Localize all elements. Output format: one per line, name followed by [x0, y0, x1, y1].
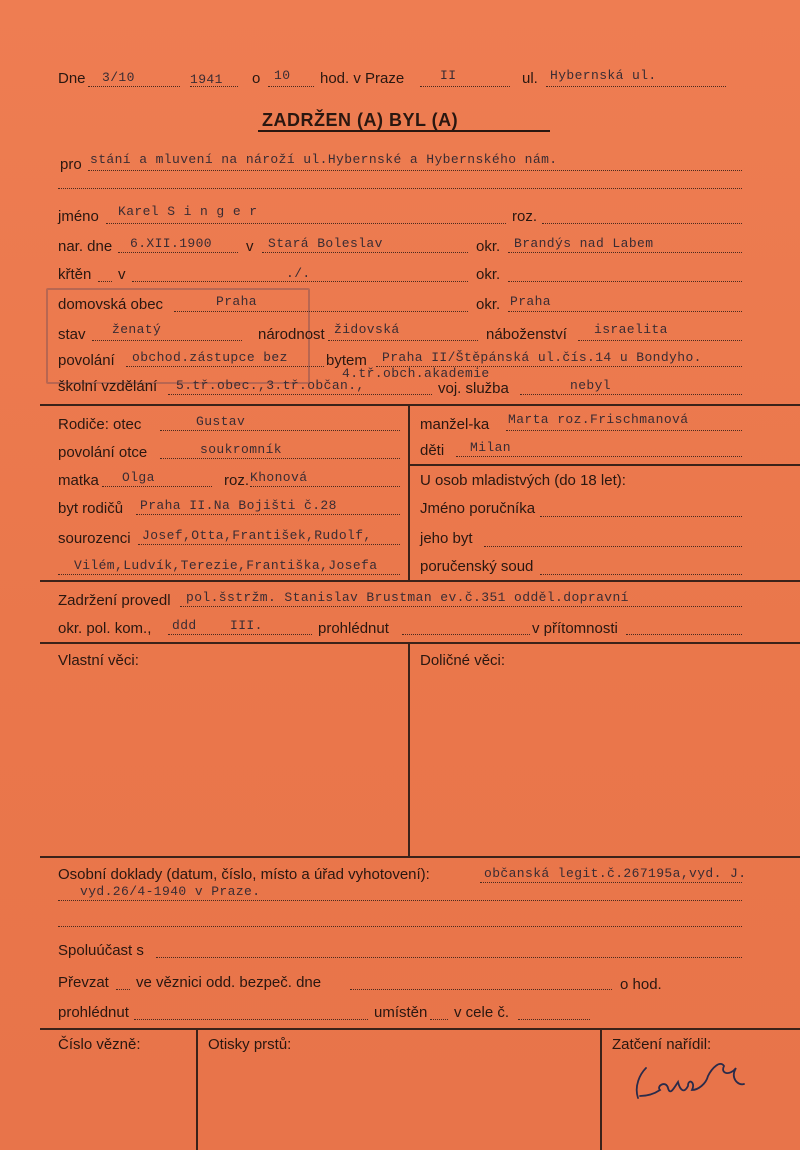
kresten-okr-line [508, 281, 742, 282]
reason-value: stání a mluvení na nároží ul.Hybernské a Hybernského nám. [90, 152, 558, 167]
soud-label: poručenský soud [420, 558, 534, 575]
footer-prohlednut-label: prohlédnut [58, 1004, 129, 1021]
stav-value: ženatý [112, 322, 162, 337]
district-value: II [440, 68, 457, 83]
manzel-line [506, 430, 742, 431]
domovska-okr-label: okr. [476, 296, 501, 313]
documents-line-3 [58, 926, 742, 927]
nabozenstvi-label: náboženství [486, 326, 567, 343]
o-hod-label: o hod. [620, 976, 662, 993]
pritomnosti-line [626, 634, 742, 635]
documents-label: Osobní doklady (datum, číslo, místo a úřad vyhotovení): [58, 866, 430, 883]
nar-label: nar. dne [58, 238, 113, 255]
nabozenstvi-value: israelita [594, 322, 668, 337]
name-value: Karel S i n g e r [118, 204, 258, 219]
nabozenstvi-line [578, 340, 742, 341]
street-value: Hybernská ul. [550, 68, 657, 83]
footer-prohlednut-line [134, 1019, 368, 1020]
bytem-value: Praha II/Štěpánská ul.čís.14 u Bondyho. [382, 350, 702, 365]
signature-mark [626, 1046, 750, 1110]
narodnost-label: národnost [258, 326, 325, 343]
povolani-otce-value: soukromník [200, 442, 283, 457]
hour-value: 10 [274, 68, 291, 83]
byt-value: Praha II.Na Bojišti č.28 [140, 498, 337, 513]
district-line [420, 86, 510, 87]
kom-label: okr. pol. kom., [58, 620, 152, 637]
dolicne-veci-label: Doličné věci: [420, 652, 506, 669]
sourozenci-value: Josef,Otta,František,Rudolf, [142, 528, 372, 543]
otec-value: Gustav [196, 414, 246, 429]
narodnost-value: židovská [334, 322, 400, 337]
sourozenci-value-2: Vilém,Ludvík,Terezie,Františka,Josefa [74, 558, 378, 573]
youth-heading: U osob mladistvých (do 18 let): [420, 472, 626, 489]
section-divider-items [40, 642, 800, 644]
povolani-value: obchod.zástupce bez [132, 350, 288, 365]
bytem-label: bytem [326, 352, 367, 369]
ul-label: ul. [522, 70, 538, 87]
year-value: 1941 [190, 72, 223, 87]
porucnik-label: Jméno poručníka [420, 500, 536, 517]
pro-label: pro [60, 156, 82, 173]
sluzba-label: voj. služba [438, 380, 509, 397]
provedl-label: Zadržení provedl [58, 592, 171, 609]
title-underline [258, 130, 550, 132]
sourozenci-label: sourozenci [58, 530, 131, 547]
prohlednut-label: prohlédnut [318, 620, 389, 637]
items-column-divider [408, 642, 410, 856]
vzdelani-extra: 4.tř.obch.akademie [342, 366, 490, 381]
documents-value-2: vyd.26/4-1940 v Praze. [80, 884, 261, 899]
reason-line-2 [58, 188, 742, 189]
birth-date-line [118, 252, 238, 253]
kresten-label: křtěn [58, 266, 92, 283]
domovska-okr-line [508, 311, 742, 312]
byt-label: byt rodičů [58, 500, 124, 517]
matka-roz-line [250, 486, 400, 487]
kresten-place-line [132, 281, 468, 282]
narodnost-line [328, 340, 478, 341]
pritomnosti-label: v přítomnosti [532, 620, 618, 637]
sluzba-value: nebyl [570, 378, 612, 393]
vzdelani-value: 5.tř.obec.,3.tř.občan., [176, 378, 365, 393]
kresten-v-label: v [118, 266, 126, 283]
family-column-divider [408, 404, 410, 580]
cislo-vezne-label: Číslo vězně: [58, 1036, 141, 1053]
birth-v-label: v [246, 238, 254, 255]
umisten-label: umístěn [374, 1004, 428, 1021]
matka-line [102, 486, 212, 487]
manzel-label: manžel-ka [420, 416, 490, 433]
section-divider-arrest [40, 580, 800, 582]
otec-label: Rodiče: otec [58, 416, 142, 433]
street-line [546, 86, 726, 87]
soud-line [540, 574, 742, 575]
vlastni-veci-label: Vlastní věci: [58, 652, 139, 669]
kresten-value: ./. [286, 266, 311, 281]
porucnik-line [540, 516, 742, 517]
prevzat-line [116, 989, 130, 990]
povolani-label: povolání [58, 352, 115, 369]
kresten-line [98, 281, 112, 282]
matka-label: matka [58, 472, 99, 489]
birth-place-value: Stará Boleslav [268, 236, 383, 251]
matka-roz-label: roz. [224, 472, 250, 489]
spoluucast-label: Spoluúčast s [58, 942, 144, 959]
vzdelani-label: školní vzdělání [58, 378, 158, 395]
form-title: ZADRŽEN (A) BYL (A) [262, 110, 459, 130]
prohlednut-line [402, 634, 530, 635]
sluzba-line [520, 394, 742, 395]
documents-line [480, 882, 742, 883]
matka-value: Olga [122, 470, 155, 485]
jeho-byt-label: jeho byt [420, 530, 473, 547]
veznice-line [350, 989, 612, 990]
section-divider-footer [40, 1028, 800, 1030]
hod-label: hod. v Praze [320, 70, 405, 87]
roz-label: roz. [512, 208, 538, 225]
domovska-label: domovská obec [58, 296, 164, 313]
youth-box-top [408, 464, 800, 466]
matka-roz-value: Khonová [250, 470, 308, 485]
dne-label: Dne [58, 70, 86, 87]
roz-line [542, 223, 742, 224]
birth-date-value: 6.XII.1900 [130, 236, 213, 251]
deti-line [456, 456, 742, 457]
stav-label: stav [58, 326, 86, 343]
birth-place-line [262, 252, 468, 253]
section-divider-documents [40, 856, 800, 858]
deti-label: děti [420, 442, 445, 459]
cele-line [518, 1019, 590, 1020]
documents-line-2 [58, 900, 742, 901]
deti-value: Milan [470, 440, 512, 455]
year-line [190, 86, 238, 87]
name-line [106, 223, 506, 224]
jeho-byt-line [484, 546, 742, 547]
vzdelani-line [168, 394, 432, 395]
reason-line [88, 170, 742, 171]
domovska-okr-value: Praha [510, 294, 552, 309]
birth-district-line [508, 252, 742, 253]
section-divider-family [40, 404, 800, 406]
footer-divider-1 [196, 1028, 198, 1150]
jmeno-label: jméno [58, 208, 99, 225]
documents-value: občanská legit.č.267195a,vyd. J. [484, 866, 747, 881]
sourozenci-line [138, 544, 400, 545]
povolani-line [126, 366, 324, 367]
birth-district-value: Brandýs nad Labem [514, 236, 654, 251]
cele-label: v cele č. [454, 1004, 510, 1021]
date-line [88, 86, 180, 87]
byt-line [136, 514, 400, 515]
stav-line [92, 340, 242, 341]
povolani-otce-line [160, 458, 400, 459]
kom-marks: ddd [172, 618, 197, 633]
veznice-label: ve věznici odd. bezpeč. dne [136, 974, 322, 991]
kresten-okr-label: okr. [476, 266, 501, 283]
povolani-otce-label: povolání otce [58, 444, 148, 461]
birth-okr-label: okr. [476, 238, 501, 255]
prevzat-label: Převzat [58, 974, 109, 991]
provedl-value: pol.šstržm. Stanislav Brustman ev.č.351 odděl.dopravní [186, 590, 629, 605]
o-label: o [252, 70, 261, 87]
kom-line [168, 634, 312, 635]
domovska-value: Praha [216, 294, 258, 309]
manzel-value: Marta roz.Frischmanová [508, 412, 689, 427]
zatceni-label: Zatčení nařídil: [612, 1036, 712, 1053]
umisten-line [430, 1019, 448, 1020]
sourozenci-line-2 [58, 574, 400, 575]
date-value: 3/10 [102, 70, 135, 85]
hour-line [268, 86, 314, 87]
otec-line [160, 430, 400, 431]
kom-value: III. [230, 618, 263, 633]
domovska-line [174, 311, 468, 312]
provedl-line [180, 606, 742, 607]
footer-divider-2 [600, 1028, 602, 1150]
spoluucast-line [156, 957, 742, 958]
otisky-label: Otisky prstů: [208, 1036, 292, 1053]
